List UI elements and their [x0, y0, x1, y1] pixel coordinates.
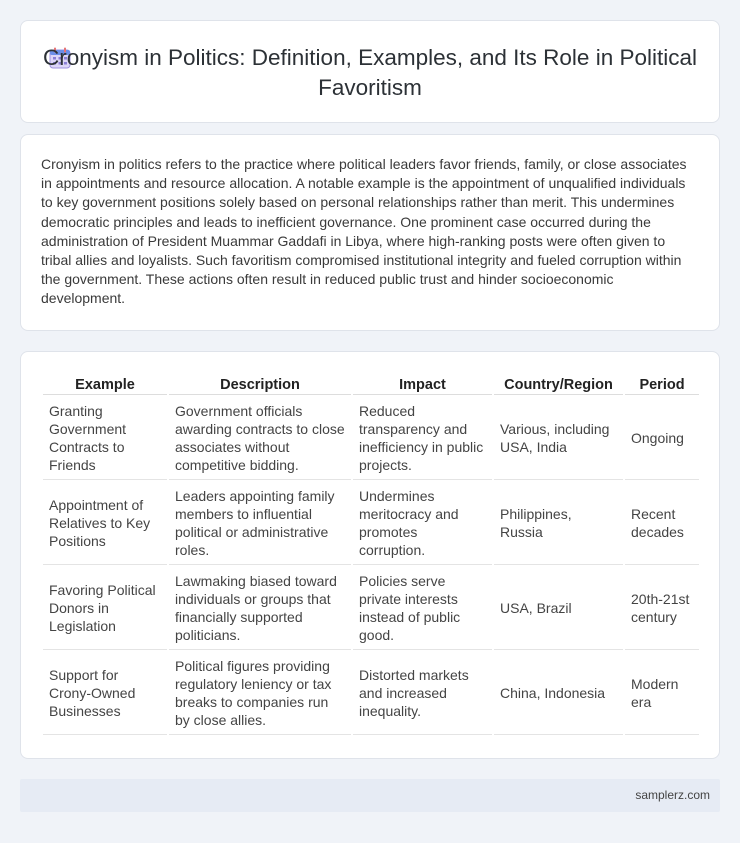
table-row: [43, 482, 699, 565]
table-row: [43, 397, 699, 480]
table-row: [43, 652, 699, 735]
table-card: [20, 351, 720, 759]
table-row: [43, 567, 699, 650]
cell-country: Philippines, Russia: [494, 482, 623, 565]
footer-brand[interactable]: samplerz.com: [635, 788, 710, 802]
cell-country: Various, including USA, India: [494, 397, 623, 480]
cell-description: Leaders appointing family members to influential political or administrative roles.: [169, 482, 351, 565]
cell-period: Modern era: [625, 652, 699, 735]
column-header: Description: [169, 374, 351, 395]
table-header-row: [43, 374, 699, 395]
cell-description: Government officials awarding contracts to close associates without competitive bidding.: [169, 397, 351, 480]
page-title: Cronyism in Politics: Definition, Examples, and Its Role in Political Favoritism: [42, 45, 697, 100]
cell-country: China, Indonesia: [494, 652, 623, 735]
column-header: Country/Region: [494, 374, 623, 395]
cell-example: Appointment of Relatives to Key Positions: [43, 482, 167, 565]
cell-impact: Reduced transparency and inefficiency in public projects.: [353, 397, 492, 480]
cell-impact: Policies serve private interests instead of public good.: [353, 567, 492, 650]
cell-period: Ongoing: [625, 397, 699, 480]
cell-period: 20th-21st century: [625, 567, 699, 650]
cell-country: USA, Brazil: [494, 567, 623, 650]
column-header: Example: [43, 374, 167, 395]
cell-example: Support for Crony-Owned Businesses: [43, 652, 167, 735]
examples-table: [41, 372, 701, 737]
cell-example: Granting Government Contracts to Friends: [43, 397, 167, 480]
intro-card: [20, 134, 720, 331]
cell-description: Political figures providing regulatory leniency or tax breaks to companies run by close allies.: [169, 652, 351, 735]
column-header: Period: [625, 374, 699, 395]
cell-impact: Undermines meritocracy and promotes corruption.: [353, 482, 492, 565]
intro-paragraph: Cronyism in politics refers to the practice where political leaders favor friends, family, or close associates in appointments and resource allocation. A notable example is the appointment of unqualified individuals to key government positions solely based on personal relationships rather than merit. This undermines democratic principles and leads to inefficient governance. One prominent case occurred during the administration of President Muammar Gaddafi in Libya, where high-ranking posts were often given to tribal allies and loyalists. Such favoritism compromised institutional integrity and fueled corruption within the government. These actions often result in reduced public trust and hinder socioeconomic development.: [41, 156, 687, 307]
cell-period: Recent decades: [625, 482, 699, 565]
header-card: [20, 20, 720, 123]
cell-impact: Distorted markets and increased inequality.: [353, 652, 492, 735]
column-header: Impact: [353, 374, 492, 395]
cell-description: Lawmaking biased toward individuals or groups that financially supported politicians.: [169, 567, 351, 650]
footer-bar: [20, 779, 720, 812]
cell-example: Favoring Political Donors in Legislation: [43, 567, 167, 650]
